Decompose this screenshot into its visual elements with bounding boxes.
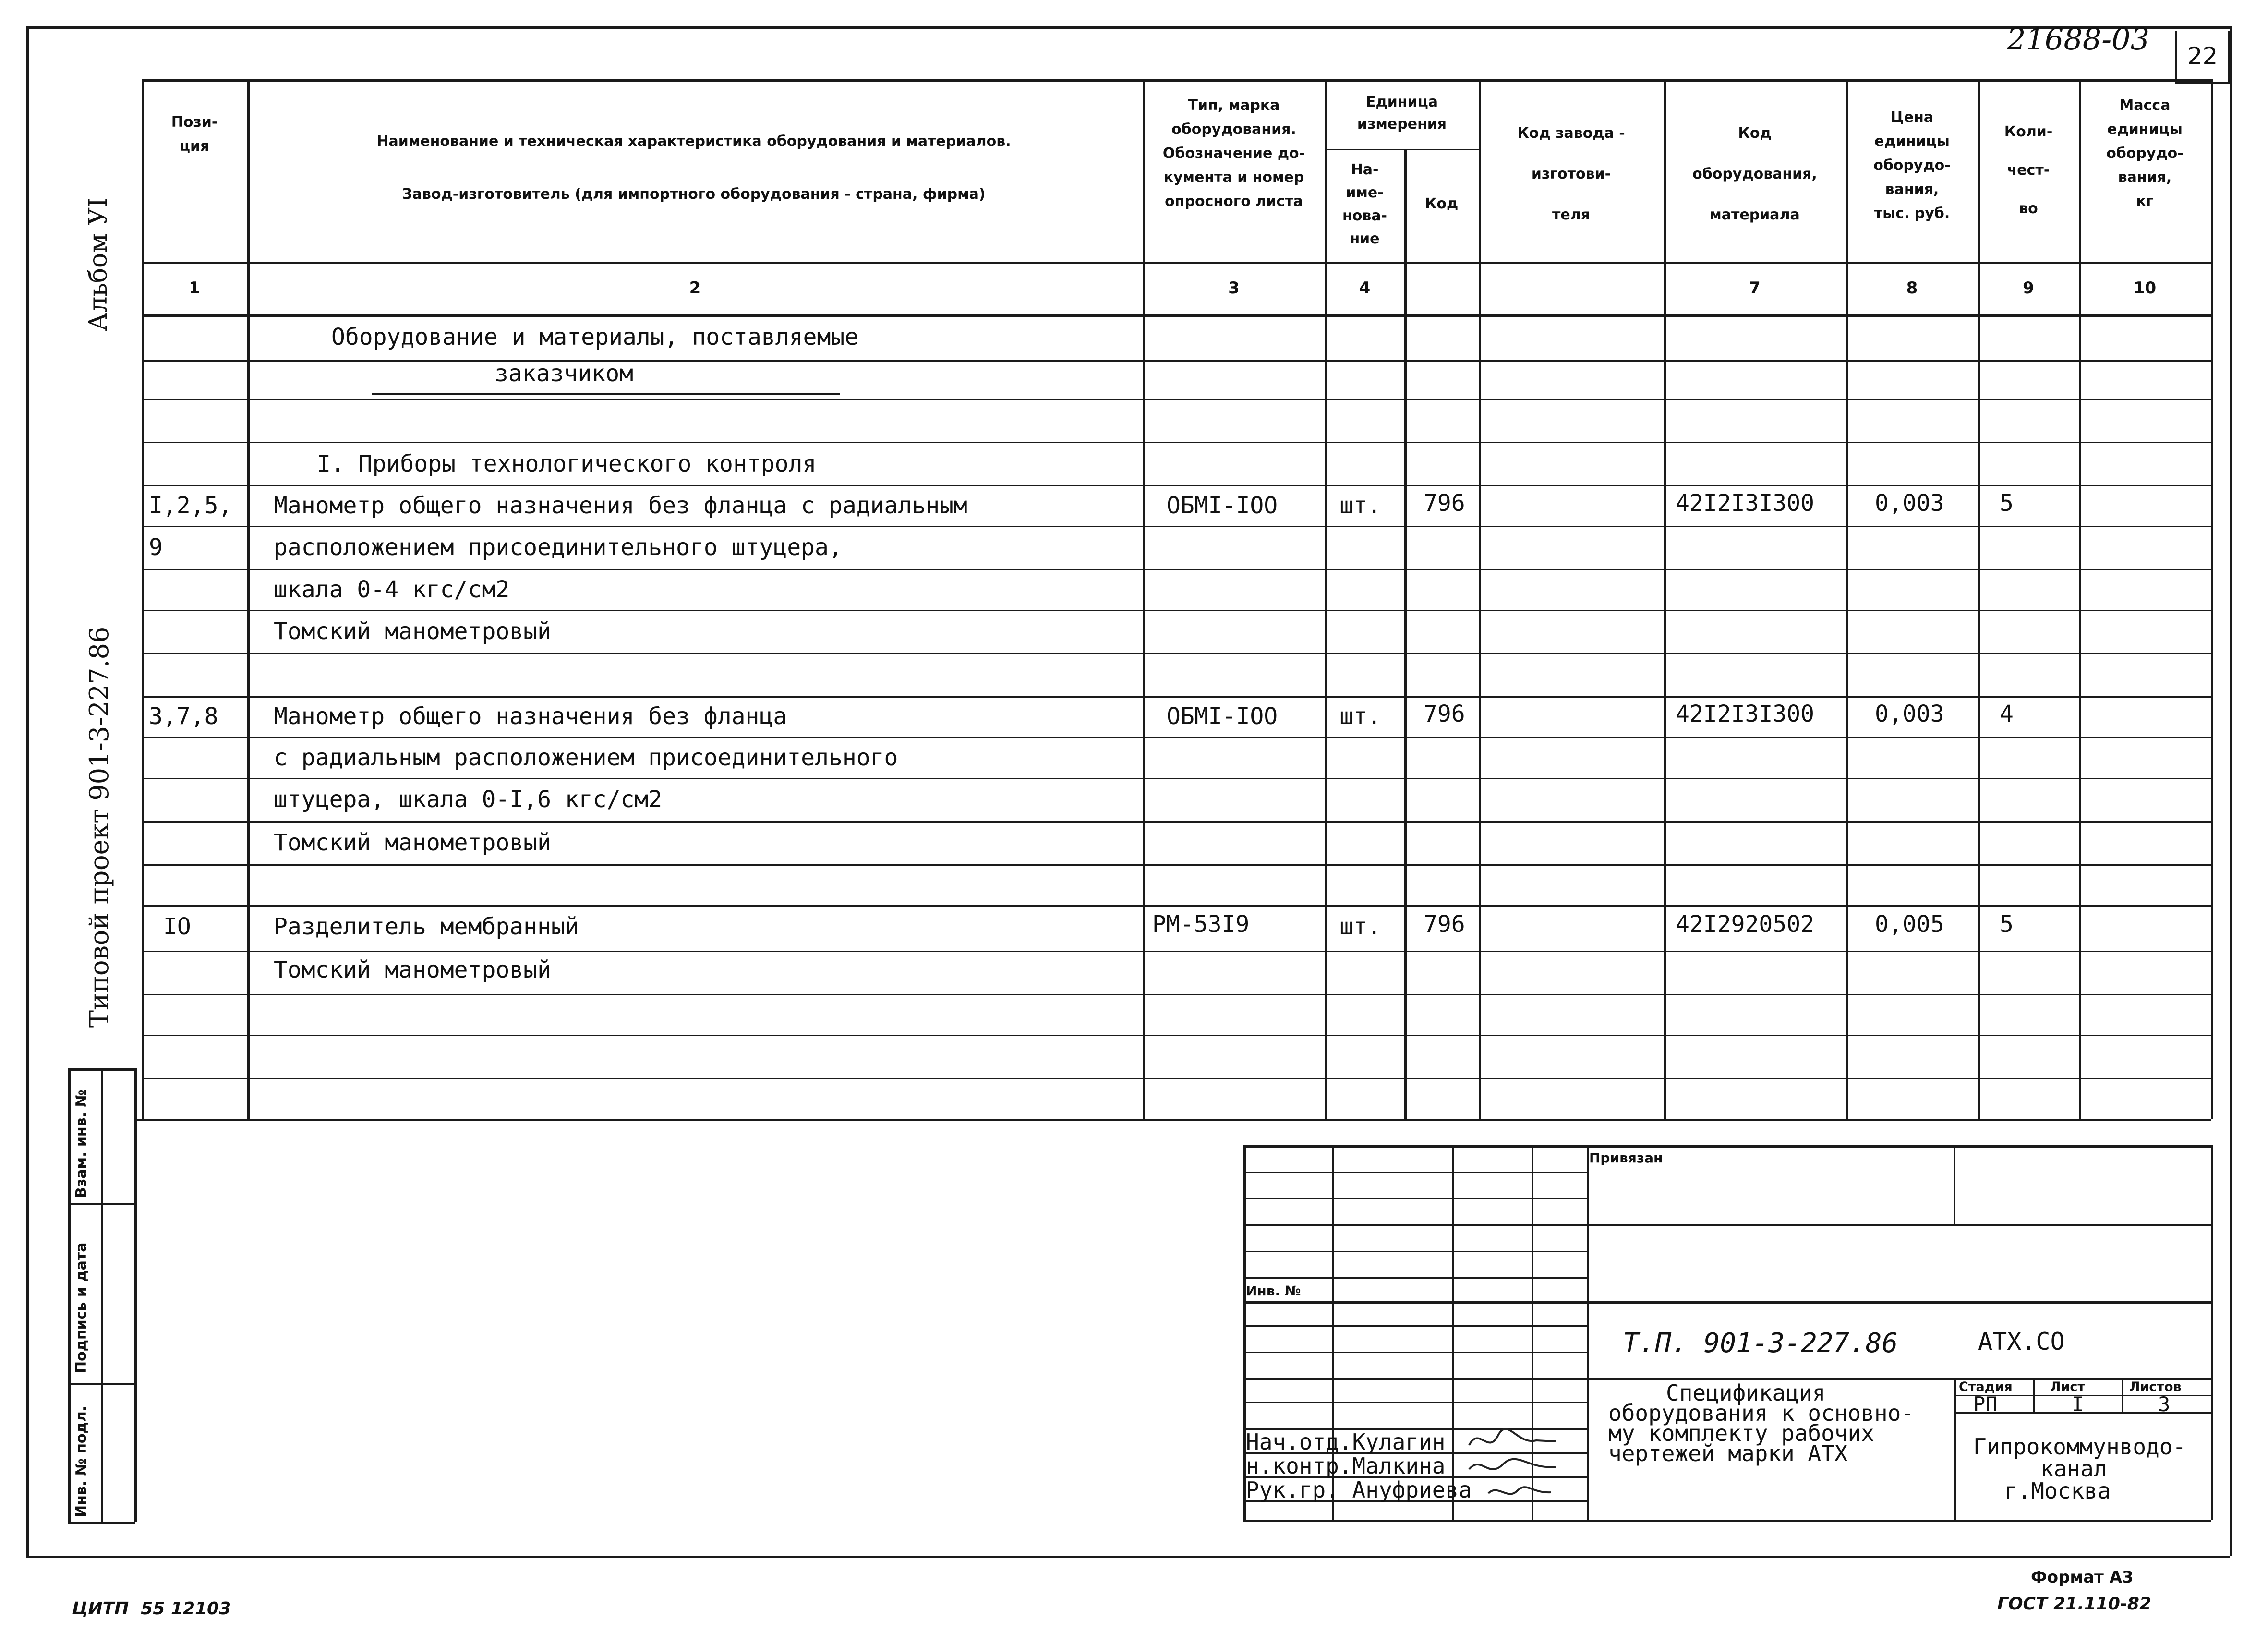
price-cell: 0,005 [1875, 911, 1944, 938]
sheet-label: Лист [2050, 1379, 2085, 1394]
position-cell: 9 [149, 534, 163, 561]
subsection-title: I. Приборы технологического контроля [317, 450, 817, 477]
spec-title-line: оборудования к основно- [1608, 1400, 1914, 1426]
item-description: Разделитель мембранный [274, 913, 579, 940]
col-number-1: 1 [189, 278, 200, 298]
section-title-line2: заказчиком [495, 360, 633, 387]
unit-cell: шт. [1339, 492, 1381, 519]
organization-line: Гипрокоммунводо- [1973, 1434, 2186, 1460]
unit-code-cell: 796 [1424, 911, 1465, 938]
stage-label: Стадия [1959, 1379, 2013, 1394]
section-title-underline [372, 393, 840, 395]
spec-title-line: му комплекту рабочих [1608, 1420, 1874, 1446]
col-number-4: 4 [1359, 278, 1371, 298]
person-head: Нач.отд.Кулагин [1246, 1429, 1446, 1455]
sheet-value: I [2072, 1392, 2084, 1416]
col-number-3: 3 [1228, 278, 1240, 298]
sheets-value: 3 [2158, 1392, 2171, 1416]
col-number-9: 9 [2023, 278, 2034, 298]
table-top-line [142, 79, 2211, 82]
sheets-label: Листов [2129, 1379, 2182, 1394]
item-description: расположением присоединительного штуцера, [274, 534, 843, 561]
stamp-replaced-inv: Взам. инв. № [73, 1089, 90, 1198]
frame-left-line [26, 26, 29, 1556]
section-title-line1: Оборудование и материалы, поставляемые [331, 324, 859, 351]
price-cell: 0,003 [1875, 701, 1944, 727]
attached-label: Привязан [1589, 1150, 1663, 1166]
format-label: Формат А3 [2031, 1568, 2134, 1587]
quantity-cell: 4 [2000, 701, 2014, 727]
quantity-cell: 5 [2000, 490, 2014, 517]
item-manufacturer: Томский манометровый [274, 956, 551, 983]
doc-code: 21688-03 [2007, 22, 2150, 57]
item-description: с радиальным расположением присоединительного [274, 744, 898, 771]
frame-bottom-line [26, 1556, 2230, 1558]
project-code: Т.П. 901-3-227.86 [1623, 1328, 1898, 1359]
unit-code-cell: 796 [1424, 701, 1465, 727]
header-type: Тип, марка оборудования. Обозначение до- кумента и номер опросного листа [1162, 97, 1305, 210]
item-description: шкала 0-4 кгс/см2 [274, 576, 510, 603]
organization-city: г.Москва [2004, 1478, 2111, 1504]
type-cell: ОБМI-IОО [1167, 703, 1278, 730]
frame-top-line [26, 26, 2230, 29]
header-position: Пози- ция [171, 114, 218, 155]
signatures [1460, 1421, 1570, 1512]
sheet-number: 22 [2175, 31, 2230, 84]
header-quantity: Коли- чест- во [2004, 123, 2053, 217]
equipment-code-cell: 42I2I3I300 [1676, 701, 1814, 727]
item-manufacturer: Томский манометровый [274, 829, 551, 856]
stamp-original-inv: Инв. № подл. [73, 1405, 90, 1517]
project-label: Типовой проект 901-3-227.86 [84, 626, 114, 1028]
equipment-code-cell: 42I2920502 [1676, 911, 1814, 938]
price-cell: 0,003 [1875, 490, 1944, 517]
header-factory-code: Код завода - изготови- теля [1517, 125, 1625, 223]
table-bottom-line [134, 1119, 2211, 1121]
col-number-7: 7 [1749, 278, 1761, 298]
header-equipment-code: Код оборудования, материала [1692, 125, 1817, 223]
header-unit-group: Единица измерения [1357, 94, 1447, 133]
document-mark: АТХ.СО [1978, 1328, 2065, 1355]
type-cell: РМ-53I9 [1152, 911, 1250, 938]
position-cell: 3,7,8 [149, 703, 218, 730]
col-number-2: 2 [689, 278, 701, 298]
position-cell: IО [163, 913, 191, 940]
col-number-10: 10 [2133, 278, 2157, 298]
publisher-code: ЦИТП 55 12103 [72, 1599, 231, 1619]
quantity-cell: 5 [2000, 911, 2014, 938]
gost-label: ГОСТ 21.110-82 [1997, 1594, 2152, 1614]
spec-title-line: чертежей марки АТХ [1608, 1440, 1848, 1466]
unit-cell: шт. [1339, 703, 1381, 730]
frame-right-line [2230, 26, 2232, 1556]
col-number-8: 8 [1906, 278, 1918, 298]
inv-no-label: Инв. № [1246, 1283, 1301, 1299]
header-unit-name: На- име- нова- ние [1342, 161, 1387, 247]
header-name-line1: Наименование и техническая характеристика оборудования и материалов. [376, 133, 1011, 150]
header-unit-code: Код [1424, 195, 1459, 212]
person-control: н.контр.Малкина [1246, 1453, 1446, 1479]
item-description: Манометр общего назначения без фланца [274, 703, 787, 730]
position-cell: I,2,5, [149, 492, 232, 519]
unit-cell: шт. [1339, 913, 1381, 940]
header-name-line2: Завод-изготовитель (для импортного оборудования - страна, фирма) [402, 186, 986, 203]
organization-line: канал [2040, 1456, 2107, 1482]
item-description: Манометр общего назначения без фланца с радиальным [274, 492, 967, 519]
unit-code-cell: 796 [1424, 490, 1465, 517]
stamp-signature-date: Подпись и дата [73, 1242, 90, 1373]
header-price: Цена единицы оборудо- вания, тыс. руб. [1873, 109, 1951, 222]
item-description: штуцера, шкала 0-I,6 кгс/см2 [274, 786, 663, 813]
album-label: Альбом УI [84, 197, 113, 331]
equipment-code-cell: 42I2I3I300 [1676, 490, 1814, 517]
item-manufacturer: Томский манометровый [274, 618, 551, 645]
type-cell: ОБМI-IОО [1167, 492, 1278, 519]
spec-title-line: Спецификация [1666, 1380, 1826, 1406]
stage-value: РП [1973, 1392, 1998, 1416]
header-mass: Масса единицы оборудо- вания, кг [2106, 97, 2184, 210]
person-group-lead: Рук.гр. Ануфриева [1246, 1477, 1472, 1503]
